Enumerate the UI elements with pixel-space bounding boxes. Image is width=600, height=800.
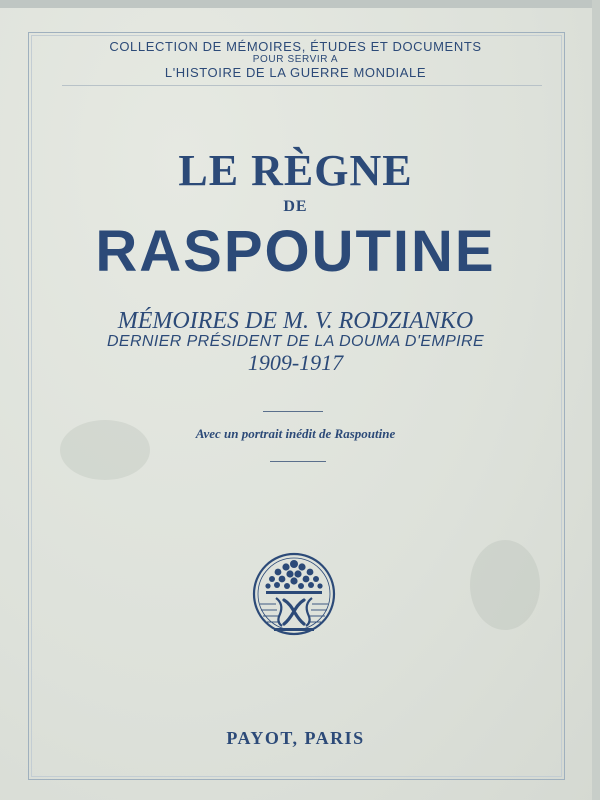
subtitle-years: 1909-1917	[247, 350, 344, 375]
page-edge-right	[592, 0, 600, 800]
collection-line-3: L'HISTOIRE DE LA GUERRE MONDIALE	[164, 65, 427, 80]
title-line-3: RASPOUTINE	[95, 219, 496, 284]
subtitle-role: DERNIER PRÉSIDENT DE LA DOUMA D'EMPIRE	[106, 333, 485, 350]
page-edge-top	[0, 0, 600, 8]
header-divider	[62, 85, 542, 86]
collection-line-1: COLLECTION DE MÉMOIRES, ÉTUDES ET DOCUMENTS	[109, 39, 482, 54]
subtitle-author: MÉMOIRES DE M. V. RODZIANKO	[117, 308, 474, 334]
publisher: PAYOT, PARIS	[226, 728, 365, 748]
divider-rule	[270, 461, 326, 462]
divider-rule	[263, 411, 323, 412]
collection-line-2: POUR SERVIR A	[252, 54, 339, 65]
title-line-2: DE	[283, 198, 308, 215]
title-line-1: LE RÈGNE	[178, 146, 413, 195]
portrait-note: Avec un portrait inédit de Raspoutine	[195, 426, 396, 441]
wheat-sheaf-seal-icon	[250, 548, 338, 644]
